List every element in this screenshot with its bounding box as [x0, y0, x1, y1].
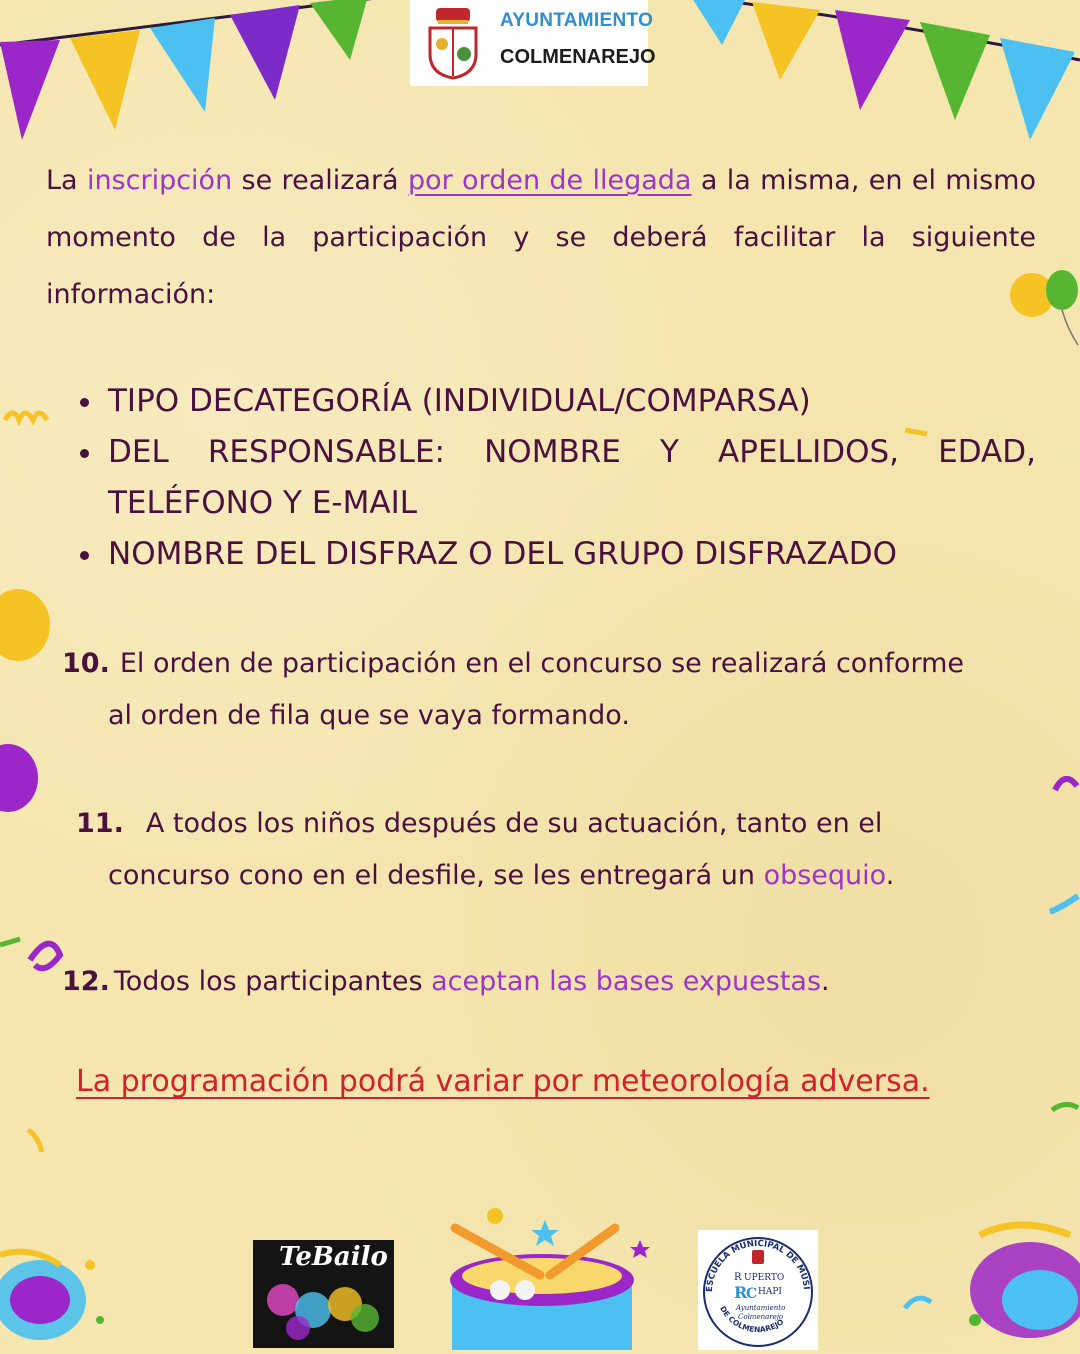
flag-icon: [150, 18, 215, 112]
rule-text: El orden de participación en el concurso se realizará conforme: [119, 648, 964, 679]
rule-text-cont: [62, 850, 1036, 902]
rule-text: A todos los niños después de su actuación, tanto en el: [145, 808, 883, 839]
confetti-icon: [1052, 1104, 1078, 1110]
flag-icon: [1000, 38, 1075, 140]
tebailo-logo: [253, 1240, 394, 1348]
rule-text-part: concurso cono en el desfile, se les entregará un: [108, 860, 764, 891]
confetti-icon: [905, 1298, 931, 1308]
rule-11: [62, 798, 1036, 902]
rule-text: Todos los participantes: [113, 966, 432, 997]
intro-text: La: [46, 165, 87, 196]
bases-highlight: aceptan las bases expuestas: [431, 966, 822, 997]
crest-icon: [418, 6, 488, 80]
rule-number: 11.: [76, 808, 124, 839]
drum-icon: [450, 1208, 650, 1350]
logo-line1: AYUNTAMIENTO: [500, 10, 654, 31]
rule-text-part: .: [885, 860, 895, 891]
svg-text:UPERTO: UPERTO: [744, 1273, 785, 1283]
svg-text:R: R: [734, 1272, 742, 1283]
intro-paragraph: [46, 152, 1036, 323]
flag-icon: [920, 22, 990, 120]
svg-text:Colmenarejo: Colmenarejo: [738, 1313, 784, 1321]
rule-number: 10.: [62, 648, 110, 679]
confetti-icon: [1055, 779, 1077, 790]
svg-text:ESCUELA MUNICIPAL DE MÚSICA Y: ESCUELA MUNICIPAL DE MÚSI: [704, 1238, 811, 1293]
ayuntamiento-logo: [410, 0, 656, 86]
school-seal-icon: [698, 1230, 818, 1350]
obsequio-highlight: obsequio: [763, 860, 886, 891]
dancers-icon: [253, 1240, 394, 1348]
svg-text:C: C: [746, 1286, 758, 1302]
rule-10: [62, 638, 1036, 742]
list-item: TIPO DECATEGORÍA (INDIVIDUAL/COMPARSA): [74, 376, 1036, 427]
rule-text-part: .: [821, 966, 830, 997]
ruperto-chapi-logo: [698, 1230, 818, 1350]
tebailo-text: TeBailo: [279, 1242, 388, 1272]
flag-icon: [310, 0, 368, 60]
flag-icon: [835, 10, 910, 110]
rule-number: 12.: [62, 966, 110, 997]
confetti-icon: [28, 1130, 42, 1152]
flag-icon: [230, 5, 300, 100]
weather-disclaimer: La programación podrá variar por meteorología adversa.: [76, 1064, 930, 1099]
flag-icon: [690, 0, 745, 45]
party-horn-icon: [0, 1252, 104, 1340]
confetti-icon: [5, 413, 47, 420]
flag-icon: [70, 30, 140, 130]
svg-text:Ayuntamiento: Ayuntamiento: [736, 1304, 786, 1312]
rule-12: [62, 956, 1036, 1008]
confetti-icon: [30, 944, 60, 969]
orden-llegada-highlight: por orden de llegada: [407, 165, 692, 196]
logo-line2: COLMENAREJO: [500, 46, 656, 68]
inscripcion-highlight: inscripción: [86, 165, 233, 196]
list-item: NOMBRE DEL DISFRAZ O DEL GRUPO DISFRAZADO: [74, 529, 1036, 580]
balloon-icon: [0, 589, 50, 661]
confetti-icon: [1050, 896, 1078, 912]
list-item: DEL RESPONSABLE: NOMBRE Y APELLIDOS, EDAD, TELÉFONO Y E-MAIL: [74, 427, 1036, 529]
svg-text:DE COLMENAREJO: DE COLMENAREJO: [718, 1304, 786, 1335]
balloon-icon: [0, 744, 38, 812]
party-horn-icon: [969, 1225, 1080, 1338]
intro-text: se realizará: [232, 165, 408, 196]
info-bullet-list: [74, 376, 1036, 580]
flag-icon: [0, 40, 60, 140]
balloon-icon: [1046, 270, 1078, 310]
svg-text:R: R: [734, 1283, 748, 1302]
svg-text:HAPI: HAPI: [758, 1287, 782, 1297]
rule-text-cont: al orden de fila que se vaya formando.: [108, 700, 630, 731]
confetti-icon: [0, 939, 20, 945]
flag-icon: [752, 2, 820, 80]
intro-text: a la misma, en el mismo momento de la participación y se deberá facilitar la siguiente información:: [46, 165, 1036, 310]
